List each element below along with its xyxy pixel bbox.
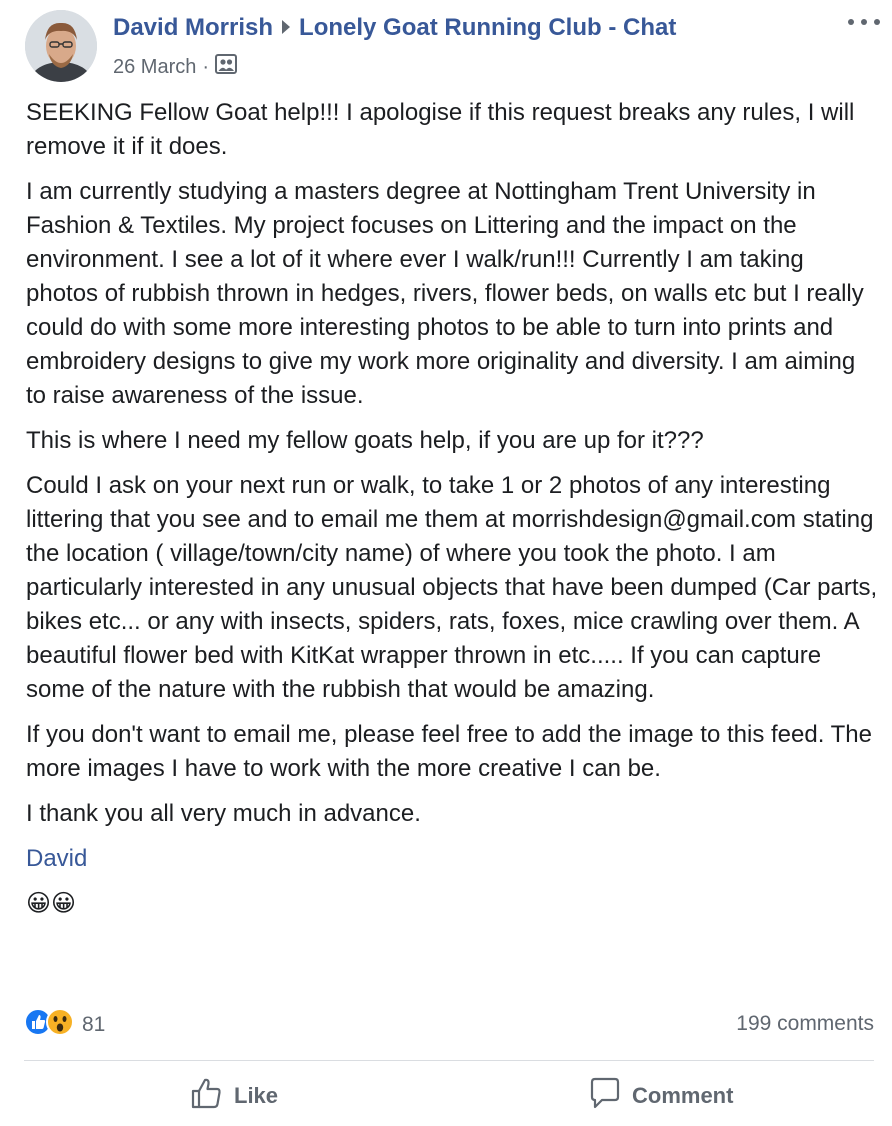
avatar[interactable] [25, 10, 97, 82]
post-body [26, 96, 878, 921]
post-paragraph: I am currently studying a masters degree at Nottingham Trent University in Fashion & Textiles. My project focuses on Littering and the impact on the environment. I see a lot of it where ever I walk/run!!! Currently I am taking photos of rubbish thrown in hedges, rivers, flower beds, on walls etc but I really could do with some more interesting photos to be able to turn into prints and embroidery designs to give my work more originality and diversity. I am aiming to raise awareness of the issue. [26, 178, 864, 409]
comment-label: Comment [632, 1083, 734, 1108]
thumbs-up-icon [190, 1076, 234, 1116]
more-options-icon[interactable] [848, 12, 880, 32]
post-paragraph: This is where I need my fellow goats help, if you are up for it??? [26, 427, 704, 454]
caret-right-icon [281, 14, 291, 42]
post-paragraph: Could I ask on your next run or walk, to take 1 or 2 photos of any interesting littering that you see and to email me them at morrishdesign@gmail.com stating the location ( village/town/city name) of where you took the photo. I am particularly interested in any unusual objects that have been dumped (Car parts, bikes etc... or any with insects, spiders, rats, foxes, mice crawling over them. A beautiful flower bed with KitKat wrapper thrown in etc..... If you can capture some of the nature with the rubbish that would be amazing. [26, 472, 878, 703]
post-date-link[interactable]: 26 March [113, 55, 197, 78]
group-name-link[interactable]: Lonely Goat Running Club - Chat [299, 14, 677, 41]
emoji-line: 😀😀 [26, 890, 77, 917]
post-meta [113, 54, 237, 80]
dot [861, 19, 867, 25]
reaction-count: 81 [82, 1012, 106, 1036]
post-paragraph: If you don't want to email me, please feel free to add the image to this feed. The more images I have to work with the more creative I can be. [26, 721, 872, 782]
like-label: Like [234, 1083, 279, 1108]
divider [24, 1060, 874, 1061]
dot [848, 19, 854, 25]
wow-reaction-icon [46, 1008, 74, 1041]
post-paragraph: SEEKING Fellow Goat help!!! I apologise if this request breaks any rules, I will remove it if it does. [26, 99, 855, 160]
reactions-summary[interactable] [24, 1008, 105, 1041]
dot [874, 19, 880, 25]
comment-bubble-icon [588, 1076, 632, 1116]
comments-count-link[interactable]: 199 comments [736, 1012, 874, 1035]
like-button[interactable] [190, 1076, 278, 1116]
meta-separator: · [202, 55, 210, 78]
post-header-title [113, 14, 676, 42]
author-name-link[interactable]: David Morrish [113, 14, 274, 41]
post-paragraph: I thank you all very much in advance. [26, 800, 421, 827]
group-audience-icon[interactable] [215, 54, 237, 80]
signature-link[interactable]: David [26, 845, 88, 872]
comment-button[interactable] [588, 1076, 733, 1116]
